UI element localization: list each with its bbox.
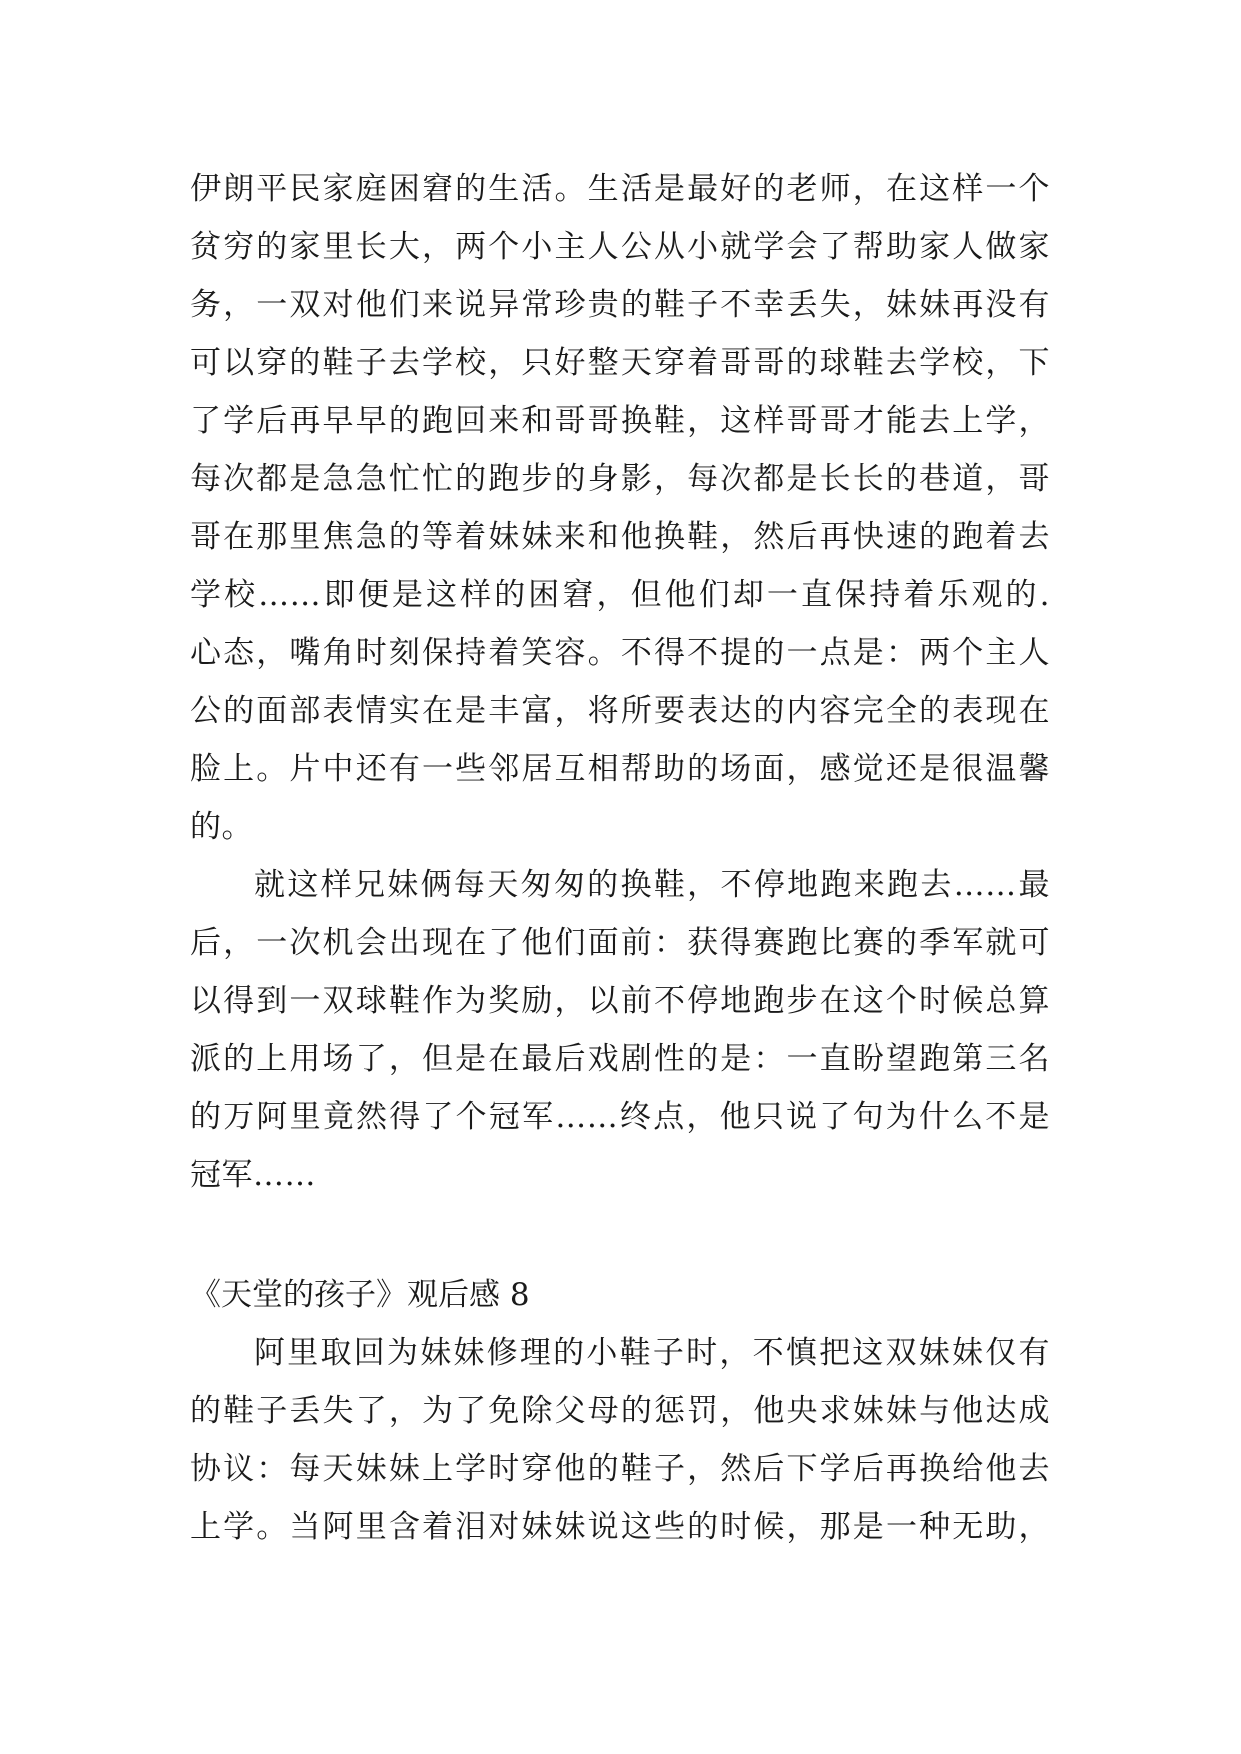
text-line: 了学后再早早的跑回来和哥哥换鞋，这样哥哥才能去上学， xyxy=(190,403,1050,439)
text-line: 派的上用场了，但是在最后戏剧性的是：一直盼望跑第三名 xyxy=(190,1041,1050,1077)
text-line: 学校……即便是这样的困窘，但他们却一直保持着乐观的. xyxy=(190,577,1050,613)
text-line: 协议：每天妹妹上学时穿他的鞋子，然后下学后再换给他去 xyxy=(190,1451,1050,1487)
text-line: 公的面部表情实在是丰富，将所要表达的内容完全的表现在 xyxy=(190,693,1050,729)
text-line: 每次都是急急忙忙的跑步的身影，每次都是长长的巷道，哥 xyxy=(190,461,1050,497)
text-line: 后，一次机会出现在了他们面前：获得赛跑比赛的季军就可 xyxy=(190,925,1050,961)
document-page xyxy=(190,160,1050,1556)
text-line: 哥在那里焦急的等着妹妹来和他换鞋，然后再快速的跑着去 xyxy=(190,519,1050,555)
text-line: 的万阿里竟然得了个冠军……终点，他只说了句为什么不是 xyxy=(190,1099,1050,1135)
text-line: 可以穿的鞋子去学校，只好整天穿着哥哥的球鞋去学校，下 xyxy=(190,345,1050,381)
text-line: 就这样兄妹俩每天匆匆的换鞋，不停地跑来跑去……最 xyxy=(254,867,1050,903)
paragraph-3 xyxy=(190,1324,1050,1556)
text-line: 的鞋子丢失了，为了免除父母的惩罚，他央求妹妹与他达成 xyxy=(190,1393,1050,1429)
text-line: 上学。当阿里含着泪对妹妹说这些的时候，那是一种无助， xyxy=(190,1509,1050,1545)
text-line: 以得到一双球鞋作为奖励，以前不停地跑步在这个时候总算 xyxy=(190,983,1050,1019)
section-heading: 《天堂的孩子》观后感 8 xyxy=(190,1277,530,1313)
text-line: 贫穷的家里长大，两个小主人公从小就学会了帮助家人做家 xyxy=(190,229,1050,265)
text-line: 伊朗平民家庭困窘的生活。生活是最好的老师，在这样一个 xyxy=(190,171,1050,207)
section-gap xyxy=(190,1204,1050,1266)
text-line: 心态，嘴角时刻保持着笑容。不得不提的一点是：两个主人 xyxy=(190,635,1050,671)
text-line: 阿里取回为妹妹修理的小鞋子时，不慎把这双妹妹仅有 xyxy=(254,1335,1050,1371)
text-line: 冠军…… xyxy=(190,1157,316,1193)
text-line: 务，一双对他们来说异常珍贵的鞋子不幸丢失，妹妹再没有 xyxy=(190,287,1050,323)
paragraph-1 xyxy=(190,160,1050,856)
text-line: 脸上。片中还有一些邻居互相帮助的场面，感觉还是很温馨 xyxy=(190,751,1050,787)
paragraph-2 xyxy=(190,856,1050,1204)
text-line: 的。 xyxy=(190,809,253,845)
